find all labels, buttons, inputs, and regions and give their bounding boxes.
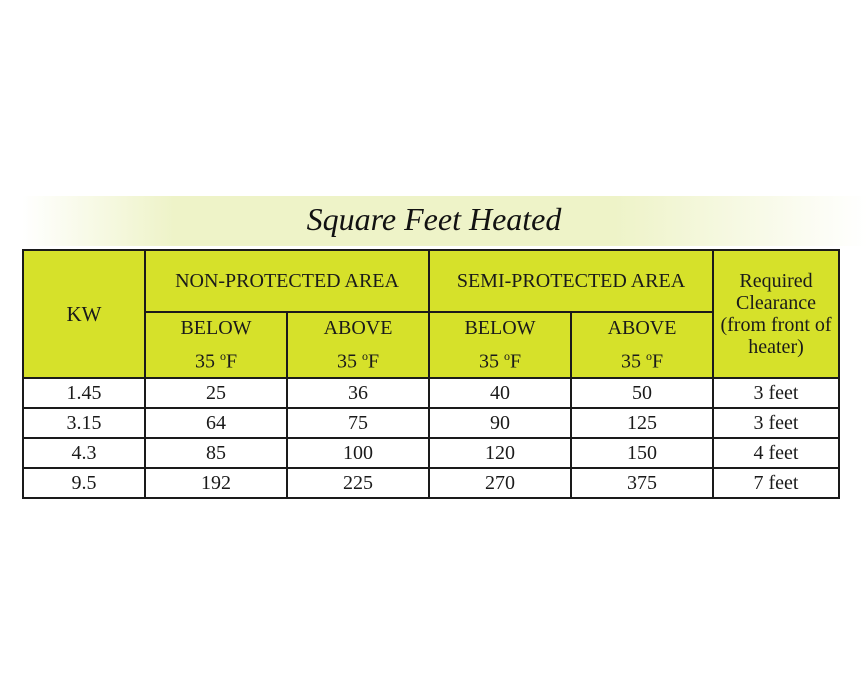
np-below-cell: 25 xyxy=(145,378,287,408)
sp-above-header xyxy=(571,312,713,378)
kw-cell: 9.5 xyxy=(23,468,145,498)
table-title: Square Feet Heated xyxy=(306,201,562,237)
sp-above-cell: 150 xyxy=(571,438,713,468)
np-above-cell: 225 xyxy=(287,468,429,498)
clearance-cell: 7 feet xyxy=(713,468,839,498)
square-feet-table xyxy=(22,249,840,499)
sp-below-cell: 120 xyxy=(429,438,571,468)
sp-below-cell: 40 xyxy=(429,378,571,408)
sp-above-temp: 35 $^o$F xyxy=(620,349,664,373)
table-row xyxy=(23,408,839,438)
sp-above-label: ABOVE xyxy=(607,317,677,340)
table-row xyxy=(23,438,839,468)
semi-protected-header: SEMI-PROTECTED AREA xyxy=(429,250,713,312)
header-row-group xyxy=(23,250,839,312)
sp-below-temp: 35 $^o$F xyxy=(478,349,522,373)
np-above-cell: 36 xyxy=(287,378,429,408)
clearance-cell: 4 feet xyxy=(713,438,839,468)
np-above-temp: 35 $^o$F xyxy=(336,349,380,373)
sp-below-cell: 90 xyxy=(429,408,571,438)
np-above-cell: 75 xyxy=(287,408,429,438)
sp-below-header xyxy=(429,312,571,378)
np-above-label: ABOVE xyxy=(323,317,393,340)
table-row xyxy=(23,378,839,408)
np-below-cell: 192 xyxy=(145,468,287,498)
np-below-temp: 35 $^o$F xyxy=(194,349,238,373)
kw-cell: 3.15 xyxy=(23,408,145,438)
sp-below-label: BELOW xyxy=(464,317,536,340)
sp-above-cell: 375 xyxy=(571,468,713,498)
clearance-cell: 3 feet xyxy=(713,408,839,438)
np-below-header xyxy=(145,312,287,378)
non-protected-header: NON-PROTECTED AREA xyxy=(145,250,429,312)
np-below-cell: 85 xyxy=(145,438,287,468)
clearance-header: Required Clearance (from front of heater) xyxy=(713,250,839,378)
np-above-header xyxy=(287,312,429,378)
table-row xyxy=(23,468,839,498)
kw-cell: 4.3 xyxy=(23,438,145,468)
kw-cell: 1.45 xyxy=(23,378,145,408)
sp-below-cell: 270 xyxy=(429,468,571,498)
clearance-cell: 3 feet xyxy=(713,378,839,408)
kw-header: KW xyxy=(23,250,145,378)
np-below-label: BELOW xyxy=(180,317,252,340)
np-below-cell: 64 xyxy=(145,408,287,438)
sp-above-cell: 50 xyxy=(571,378,713,408)
sp-above-cell: 125 xyxy=(571,408,713,438)
np-above-cell: 100 xyxy=(287,438,429,468)
